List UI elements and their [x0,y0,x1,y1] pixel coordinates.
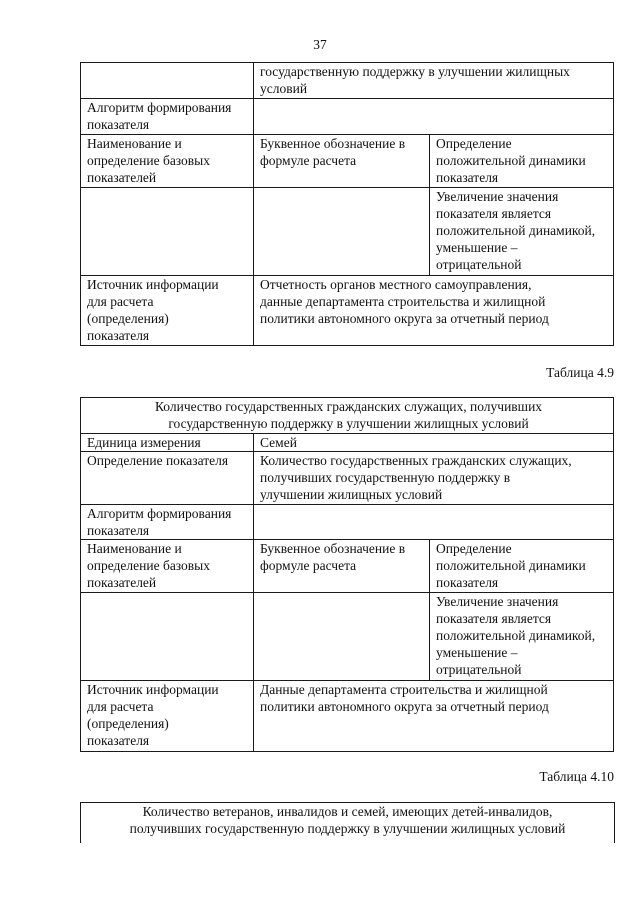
table-4-10 [80,802,615,843]
source-label: Источник информации для расчета (определения) показателя [81,276,254,346]
table-title-line: Количество ветеранов, инвалидов и семей, имеющих детей-инвалидов, [142,804,553,819]
empty-cell [81,188,254,276]
letter-label: Буквенное обозначение в формуле расчета [254,540,430,593]
table-4-9 [80,397,614,752]
empty-cell [81,63,254,99]
definition-label: Определение показателя [81,452,254,505]
algorithm-label: Алгоритм формирования показателя [81,505,254,540]
base-indicators-label: Наименование и определение базовых показателей [81,540,254,593]
table-caption-4-9: Таблица 4.9 [546,365,614,380]
source-value: Данные департамента строительства и жилищной политики автономного округа за отчетный период [254,681,614,752]
cell-text: государственную поддержку в улучшении жилищных условий [254,63,614,99]
algorithm-label: Алгоритм формирования показателя [81,99,254,135]
dynamics-text: Увеличение значения показателя является положительной динамикой, уменьшение – отрицательной [430,593,614,681]
table-title-line: получивших государственную поддержку в улучшении жилищных условий [129,821,566,836]
source-value: Отчетность органов местного самоуправления, данные департамента строительства и жилищной политики автономного округа за отчетный период [254,276,614,346]
base-indicators-label: Наименование и определение базовых показателей [81,135,254,188]
letter-label: Буквенное обозначение в формуле расчета [254,135,430,188]
source-label: Источник информации для расчета (определения) показателя [81,681,254,752]
table-caption-4-10: Таблица 4.10 [539,769,614,784]
empty-cell [254,188,430,276]
definition-label: Определение положительной динамики показателя [430,135,614,188]
table-title: Количество государственных гражданских служащих, получивших государственную поддержку в улучшении жилищных условий [81,398,614,434]
table-continued [80,62,614,346]
unit-value: Семей [254,434,614,452]
definition-label: Определение положительной динамики показателя [430,540,614,593]
unit-label: Единица измерения [81,434,254,452]
dynamics-text: Увеличение значения показателя является положительной динамикой, уменьшение – отрицательной [430,188,614,276]
page-number: 37 [313,37,327,52]
definition-value: Количество государственных гражданских служащих, получивших государственную поддержку в улучшении жилищных условий [254,452,614,505]
empty-cell [254,99,614,135]
empty-cell [254,505,614,540]
empty-cell [81,593,254,681]
empty-cell [254,593,430,681]
